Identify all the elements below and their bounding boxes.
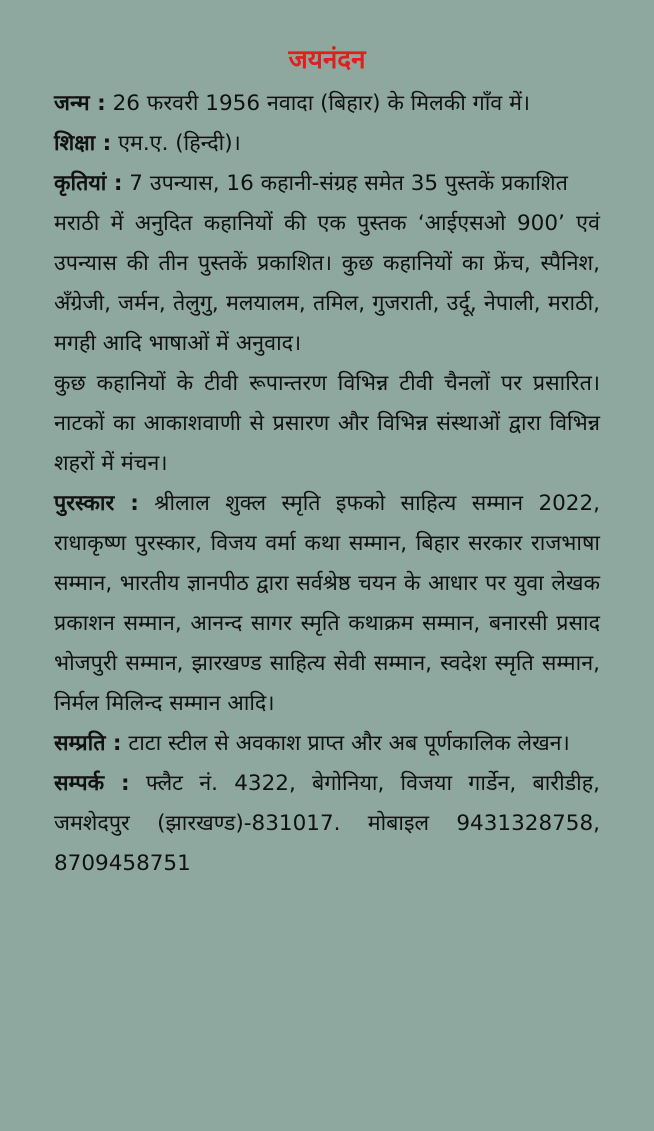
awards-paragraph — [54, 484, 600, 724]
education-text: एम.ए. (हिन्दी)। — [111, 131, 241, 156]
birth-paragraph — [54, 84, 600, 124]
works-label: कृतियां : — [54, 171, 123, 196]
works-paragraph — [54, 164, 600, 204]
contact-paragraph — [54, 764, 600, 884]
current-text: टाटा स्टील से अवकाश प्राप्त और अब पूर्णकालिक लेखन। — [121, 731, 570, 756]
current-label: सम्प्रति : — [54, 731, 122, 756]
current-status-paragraph — [54, 724, 600, 764]
contact-label: सम्पर्क : — [54, 771, 130, 796]
birth-label: जन्म : — [54, 91, 106, 116]
translations-paragraph: मराठी में अनुदित कहानियों की एक पुस्तक ‘आईएसओ 900’ एवं उपन्यास की तीन पुस्तकें प्रकाशित। कुछ कहानियों का फ्रेंच, स्पैनिश, अँग्रेजी, जर्मन, तेलुगु, मलयालम, तमिल, गुजराती, उर्दू, नेपाली, मराठी, मगही आदि भाषाओं में अनुवाद। — [54, 211, 600, 356]
author-name-title: जयनंदन — [288, 45, 366, 75]
tv-adaptations-paragraph: कुछ कहानियों के टीवी रूपान्तरण विभिन्न टीवी चैनलों पर प्रसारित। नाटकों का आकाशवाणी से प्रसारण और विभिन्न संस्थाओं द्वारा विभिन्न शहरों में मंचन। — [54, 371, 600, 476]
awards-text: श्रीलाल शुक्ल स्मृति इफको साहित्य सम्मान 2022, राधाकृष्ण पुरस्कार, विजय वर्मा कथा सम्मान, बिहार सरकार राजभाषा सम्मान, भारतीय ज्ञानपीठ द्वारा सर्वश्रेष्ठ चयन के आधार पर युवा लेखक प्रकाशन सम्मान, आनन्द सागर स्मृति कथाक्रम सम्मान, बनारसी प्रसाद भोजपुरी सम्मान, झारखण्ड साहित्य सेवी सम्मान, स्वदेश स्मृति सम्मान, निर्मल मिलिन्द सम्मान आदि। — [54, 491, 600, 716]
birth-text: 26 फरवरी 1956 नवादा (बिहार) के मिलकी गाँव में। — [105, 91, 531, 116]
contact-text: फ्लैट नं. 4322, बेगोनिया, विजया गार्डेन, बारीडीह, जमशेदपुर (झारखण्ड)-831017. मोबाइल 9431328758, 8709458751 — [54, 771, 600, 876]
education-label: शिक्षा : — [54, 131, 112, 156]
awards-label: पुरस्कार : — [54, 491, 139, 516]
works-text: 7 उपन्यास, 16 कहानी-संग्रह समेत 35 पुस्तकें प्रकाशित — [122, 171, 568, 196]
education-paragraph — [54, 124, 600, 164]
